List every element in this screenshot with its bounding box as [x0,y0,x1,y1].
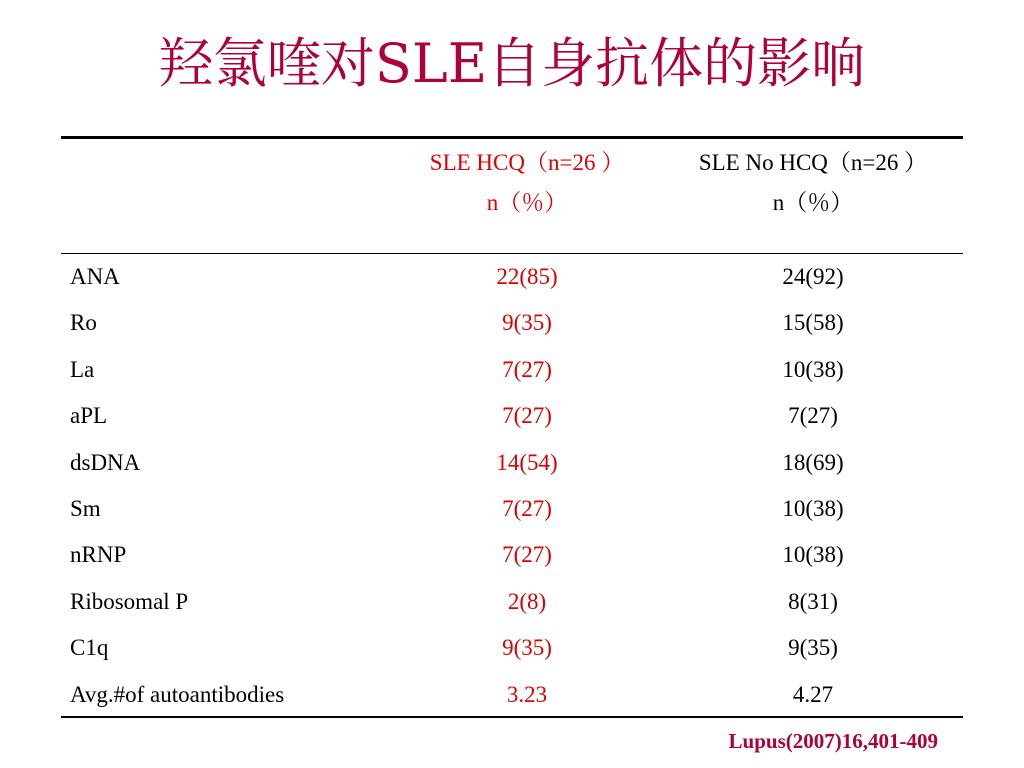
row-label: ANA [70,264,120,289]
cell-no-hcq: 7(27) [788,403,838,429]
cell-hcq: 9(35) [502,310,552,336]
column-header-hcq-line2: n（％） [486,190,568,215]
table-bottom-rule [61,716,963,718]
cell-hcq: 9(35) [502,635,552,661]
cell-no-hcq: 10(38) [782,542,844,568]
table-row [61,254,963,300]
cell-hcq: 7(27) [502,495,552,521]
column-header-no-hcq-line1: SLE No HCQ（n=26 ） [698,150,928,175]
column-header-no-hcq [662,143,964,223]
cell-hcq: 3.23 [506,681,548,707]
row-label: aPL [70,403,108,429]
row-label: Sm [70,495,101,521]
cell-no-hcq: 10(38) [782,495,844,521]
column-header-no-hcq-line2: n（％） [772,190,854,215]
cell-no-hcq: 9(35) [788,635,838,661]
cell-no-hcq: 18(69) [782,449,844,475]
table-body [61,254,963,718]
row-label: Ro [70,310,97,336]
table-row [61,347,963,393]
cell-hcq: 7(27) [502,356,552,382]
table-row [61,625,963,671]
row-label: La [70,356,95,382]
cell-no-hcq: 15(58) [782,310,844,336]
table-row [61,393,963,439]
cell-hcq: 7(27) [502,403,552,429]
row-label: Ribosomal P [70,588,189,614]
table-row [61,300,963,346]
column-header-hcq-line1: SLE HCQ（n=26 ） [429,150,625,175]
table-row [61,486,963,532]
cell-no-hcq: 8(31) [788,588,838,614]
cell-hcq: 22(85) [496,264,558,289]
row-label: Avg.#of autoantibodies [70,681,285,707]
row-label: C1q [70,635,109,661]
table-top-rule [61,136,963,139]
row-label: dsDNA [70,449,141,475]
cell-hcq: 14(54) [496,449,558,475]
cell-no-hcq: 10(38) [782,356,844,382]
table-row [61,440,963,486]
table-row [61,579,963,625]
table-row [61,672,963,718]
cell-no-hcq: 4.27 [792,681,834,707]
row-label: nRNP [70,542,127,568]
citation: Lupus(2007)16,401-409 [728,729,938,753]
cell-hcq: 7(27) [502,542,552,568]
table-row [61,532,963,578]
cell-hcq: 2(8) [507,588,547,614]
cell-no-hcq: 24(92) [782,264,844,289]
column-header-hcq [382,143,672,223]
slide-title: 羟氯喹对SLE自身抗体的影响 [158,32,866,95]
